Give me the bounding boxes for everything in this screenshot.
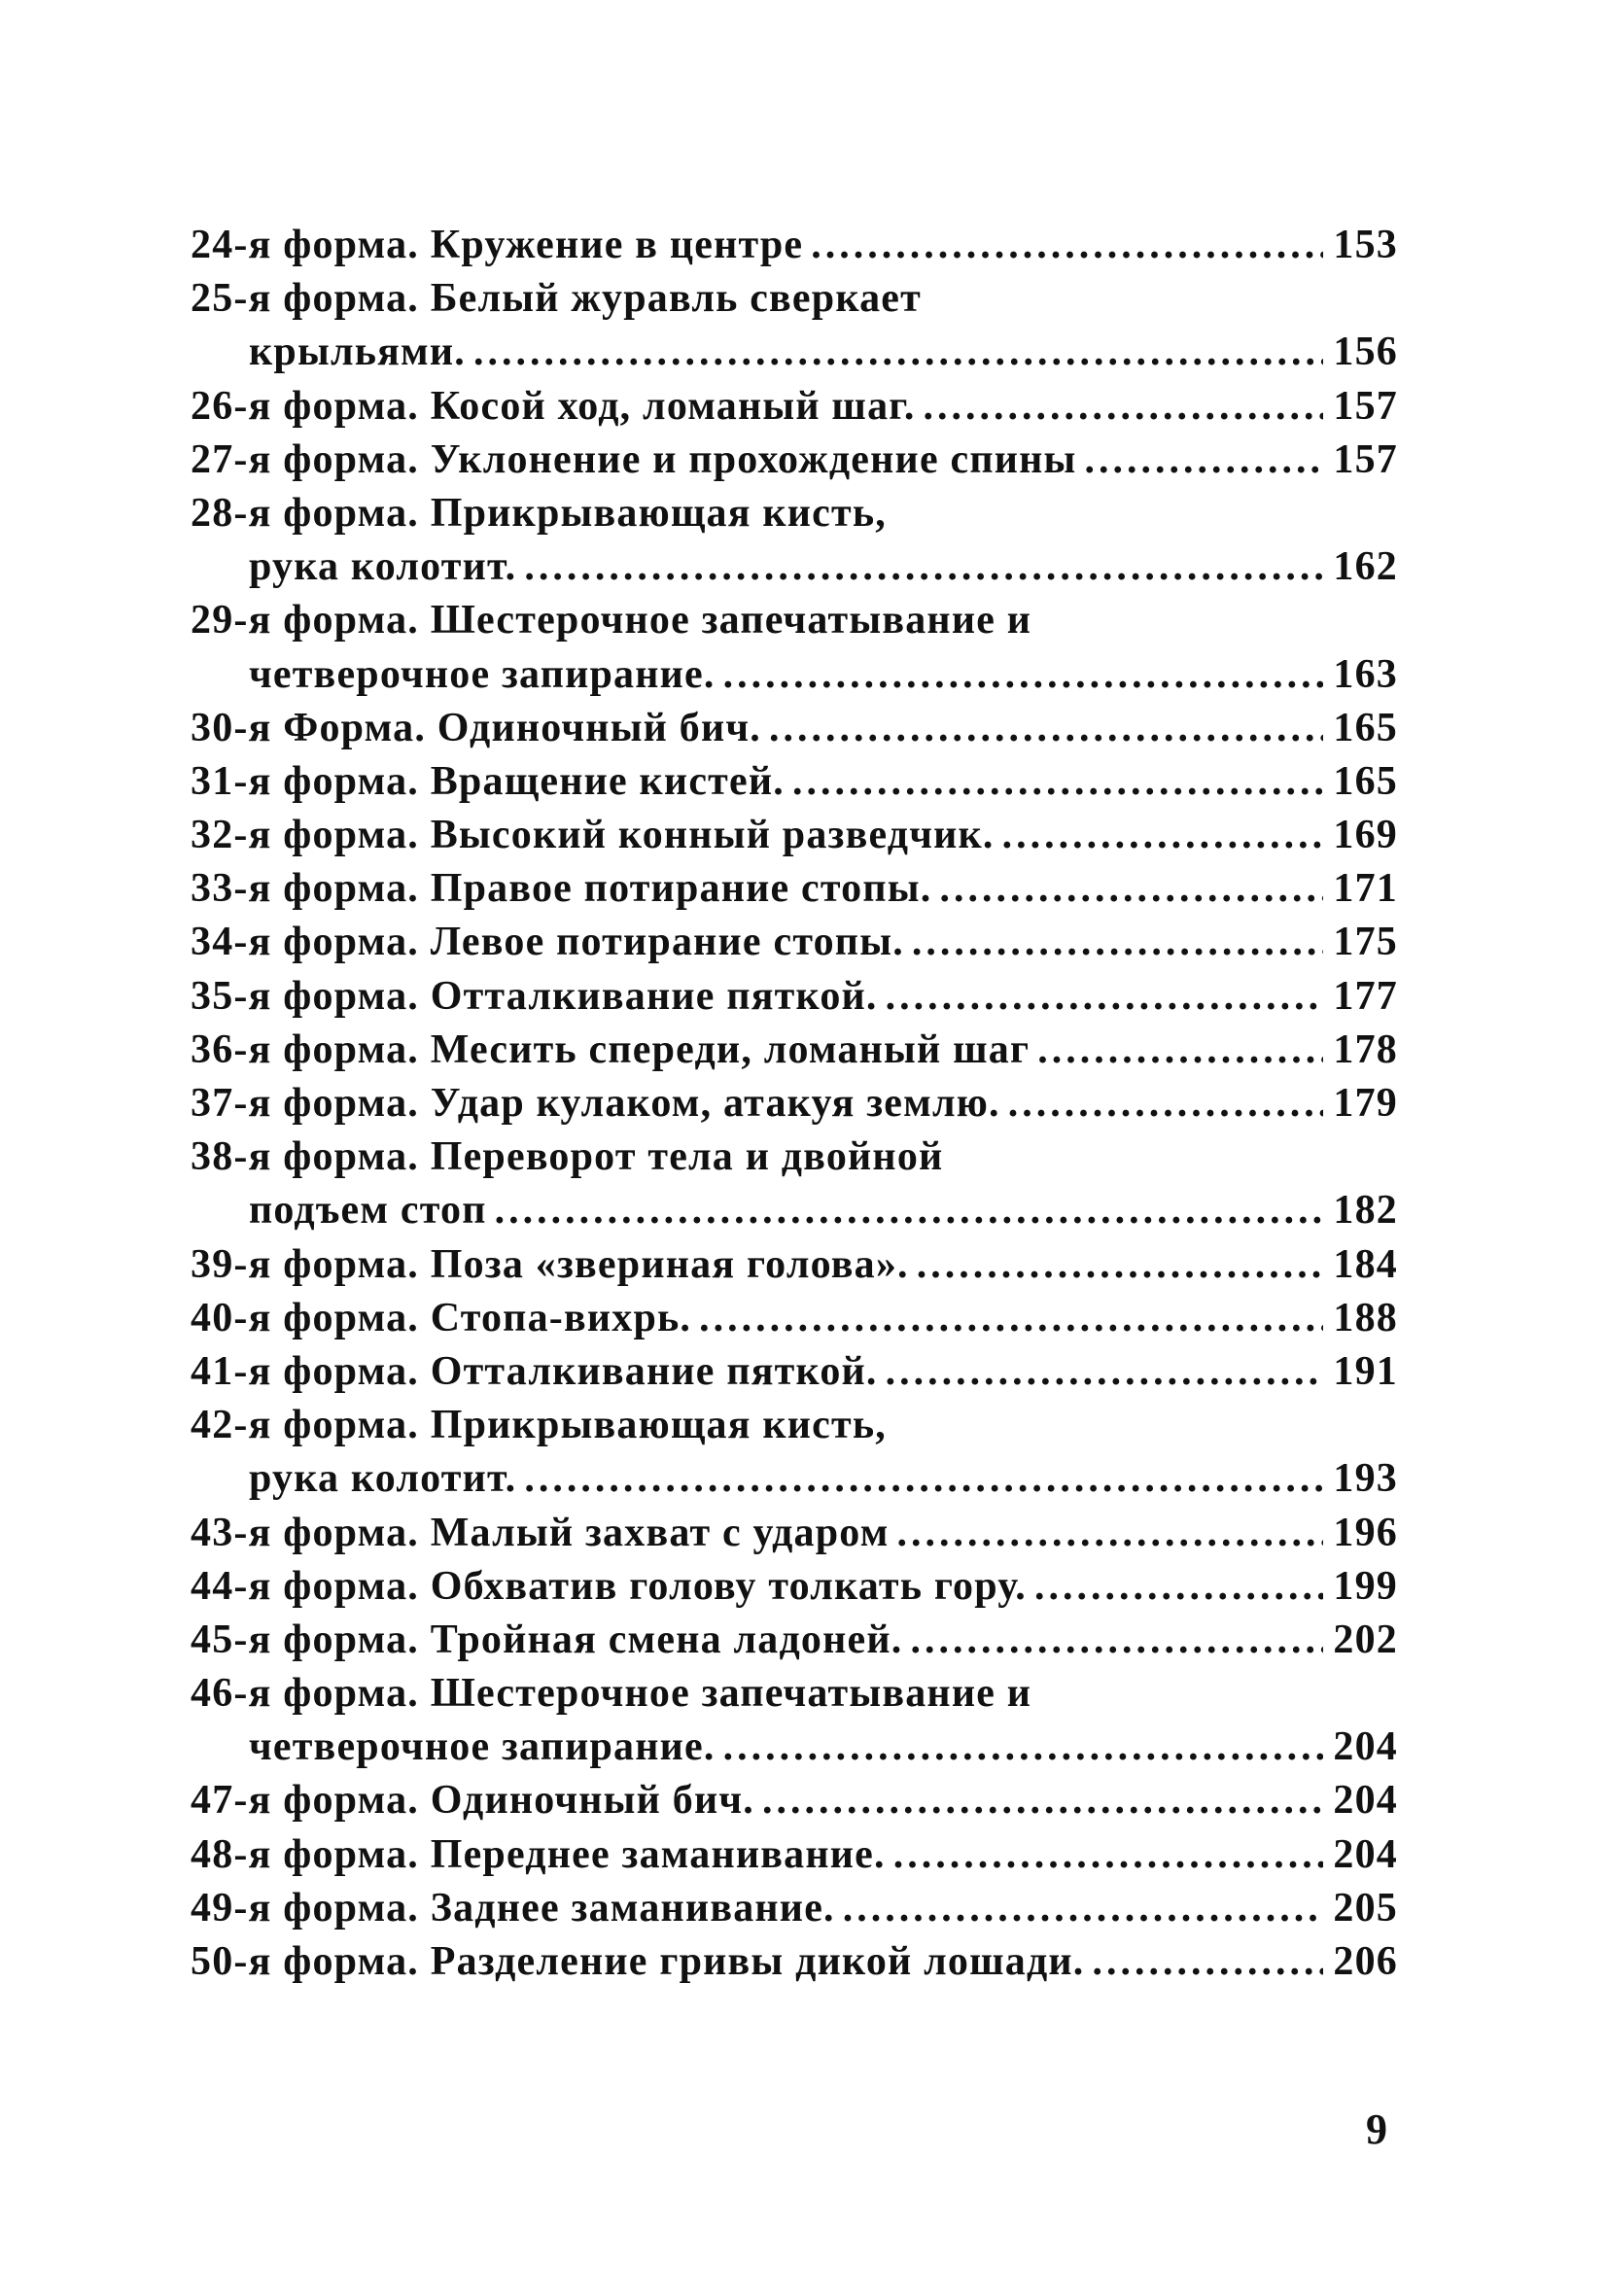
dot-leader — [524, 1452, 1323, 1506]
form-title: Удар кулаком, атакуя землю. — [430, 1081, 1000, 1126]
toc-entry-line — [191, 1399, 1398, 1452]
dot-leader — [910, 1614, 1323, 1667]
form-title: Шестерочное запечатывание и — [430, 1671, 1032, 1717]
page-ref: 165 — [1333, 758, 1398, 804]
toc-entry-continuation — [191, 1452, 1398, 1506]
dot-leader — [1034, 1560, 1323, 1614]
form-label: 48-я форма. — [191, 1831, 420, 1877]
dot-leader — [886, 1345, 1324, 1399]
form-title: Левое потирание стопы. — [430, 920, 904, 965]
page-ref: 165 — [1333, 705, 1398, 750]
toc-entry — [191, 1238, 1398, 1292]
toc-entry — [191, 434, 1398, 487]
toc-entry-line — [191, 380, 1398, 434]
dot-leader — [769, 702, 1323, 755]
entry-text — [191, 1238, 909, 1292]
entry-text — [191, 1560, 1027, 1614]
toc-entry-line — [191, 1560, 1398, 1614]
toc-entry-line — [191, 1077, 1398, 1131]
form-label: 27-я форма. — [191, 436, 420, 482]
page-ref: 182 — [1333, 1188, 1398, 1234]
toc-entry — [191, 1560, 1398, 1614]
toc-entry-continuation — [191, 1721, 1398, 1774]
toc-entry-line — [191, 594, 1398, 647]
toc-entry — [191, 1345, 1398, 1399]
page-ref: 199 — [1333, 1563, 1398, 1609]
entry-text — [191, 702, 761, 755]
toc-entry — [191, 916, 1398, 969]
toc-entry-line — [191, 487, 1398, 540]
form-label: 34-я форма. — [191, 920, 420, 965]
entry-text — [191, 1131, 943, 1184]
dot-leader — [912, 916, 1324, 969]
toc-entry-line — [191, 1131, 1398, 1184]
form-label: 43-я форма. — [191, 1510, 420, 1555]
form-label: 49-я форма. — [191, 1885, 420, 1931]
page-ref: 157 — [1333, 436, 1398, 482]
form-label: 37-я форма. — [191, 1081, 420, 1126]
toc-entry-line — [191, 916, 1398, 969]
form-title: Разделение гривы дикой лошади. — [430, 1939, 1085, 1984]
toc-entry-line — [191, 272, 1398, 326]
toc-entry — [191, 1077, 1398, 1131]
form-title: Уклонение и прохождение спины — [430, 436, 1077, 482]
dot-leader — [924, 380, 1324, 434]
entry-text — [191, 1077, 1000, 1131]
page-ref: 156 — [1333, 330, 1398, 375]
toc-entry-line — [191, 702, 1398, 755]
dot-leader — [1093, 1935, 1324, 1989]
dot-leader — [792, 755, 1323, 809]
toc-entry — [191, 1774, 1398, 1827]
form-label: 26-я форма. — [191, 383, 420, 429]
entry-text — [191, 1024, 1030, 1077]
toc-entry-line — [191, 1345, 1398, 1399]
form-title: Поза «звериная голова». — [430, 1241, 909, 1287]
entry-text — [249, 326, 466, 379]
toc-entry-continuation — [191, 648, 1398, 702]
page-ref: 171 — [1333, 866, 1398, 912]
toc-entry — [191, 970, 1398, 1024]
form-label: 38-я форма. — [191, 1134, 420, 1180]
form-label: 42-я форма. — [191, 1403, 420, 1448]
toc-entry — [191, 1399, 1398, 1506]
toc-entry-line — [191, 1024, 1398, 1077]
page-ref: 157 — [1333, 383, 1398, 429]
dot-leader — [699, 1292, 1323, 1345]
toc-entry — [191, 1131, 1398, 1237]
form-title: рука колотит. — [249, 1456, 517, 1502]
entry-text — [191, 594, 1031, 647]
form-label: 40-я форма. — [191, 1295, 420, 1340]
entry-text — [249, 540, 516, 594]
dot-leader — [473, 326, 1323, 379]
form-title: Отталкивание пяткой. — [430, 973, 878, 1019]
form-label: 31-я форма. — [191, 758, 420, 804]
form-label: 35-я форма. — [191, 973, 420, 1019]
form-title: Одиночный бич. — [437, 705, 761, 750]
page-number: 9 — [1366, 2105, 1387, 2153]
form-label: 32-я форма. — [191, 813, 420, 858]
toc-entry — [191, 380, 1398, 434]
toc-entry — [191, 1024, 1398, 1077]
form-title: рука колотит. — [249, 544, 517, 590]
form-title: Прикрывающая кисть, — [430, 1403, 887, 1448]
form-label: 47-я форма. — [191, 1778, 420, 1824]
entry-text — [191, 434, 1077, 487]
dot-leader — [1002, 809, 1324, 862]
dot-leader — [723, 648, 1324, 702]
form-label: 41-я форма. — [191, 1348, 420, 1394]
form-title: четверочное запирание. — [249, 1724, 716, 1770]
entry-text — [191, 1292, 691, 1345]
form-title: Переворот тела и двойной — [430, 1134, 944, 1180]
entry-text — [191, 1935, 1085, 1989]
page-ref: 162 — [1333, 544, 1398, 590]
page-ref: 169 — [1333, 813, 1398, 858]
toc-entry — [191, 1935, 1398, 1989]
page-ref: 202 — [1333, 1617, 1398, 1662]
page-ref: 206 — [1333, 1939, 1398, 1984]
dot-leader — [843, 1882, 1324, 1935]
toc-entry — [191, 1292, 1398, 1345]
toc-entry — [191, 594, 1398, 701]
toc-entry-line — [191, 755, 1398, 809]
dot-leader — [723, 1721, 1324, 1774]
dot-leader — [524, 540, 1323, 594]
form-label: 36-я форма. — [191, 1026, 420, 1072]
form-title: Отталкивание пяткой. — [430, 1348, 878, 1394]
entry-text — [191, 1507, 890, 1560]
page-ref: 196 — [1333, 1510, 1398, 1555]
page-ref: 193 — [1333, 1456, 1398, 1502]
dot-leader — [939, 862, 1323, 916]
form-title: Правое потирание стопы. — [430, 866, 932, 912]
page-ref: 153 — [1333, 223, 1398, 267]
form-label: 24-я форма. — [191, 223, 420, 267]
page-ref: 184 — [1333, 1241, 1398, 1287]
toc-entry — [191, 1614, 1398, 1667]
form-title: Высокий конный разведчик. — [430, 813, 995, 858]
form-title: Обхватив голову толкать гору. — [430, 1563, 1027, 1609]
toc-entry-line — [191, 1507, 1398, 1560]
dot-leader — [1037, 1024, 1323, 1077]
toc-entry — [191, 219, 1398, 272]
form-label: 25-я форма. — [191, 276, 420, 322]
toc-entry-line — [191, 434, 1398, 487]
page-ref: 163 — [1333, 651, 1398, 697]
entry-text — [191, 1614, 902, 1667]
entry-text — [191, 219, 803, 272]
page-ref: 205 — [1333, 1885, 1398, 1931]
toc-entry-line — [191, 809, 1398, 862]
entry-text — [191, 755, 785, 809]
toc-entry-continuation — [191, 540, 1398, 594]
form-title: Прикрывающая кисть, — [430, 490, 887, 536]
form-title: Месить спереди, ломаный шаг — [430, 1026, 1031, 1072]
toc-entry — [191, 1667, 1398, 1774]
dot-leader — [893, 1828, 1324, 1882]
dot-leader — [762, 1774, 1323, 1827]
toc-entry — [191, 1507, 1398, 1560]
form-label: 29-я форма. — [191, 598, 420, 644]
toc-entry-line — [191, 1828, 1398, 1882]
dot-leader — [917, 1238, 1324, 1292]
entry-text — [191, 1828, 886, 1882]
form-title: подъем стоп — [249, 1188, 487, 1234]
form-label: 39-я форма. — [191, 1241, 420, 1287]
entry-text — [249, 648, 716, 702]
form-label: 50-я форма. — [191, 1939, 420, 1984]
entry-text — [191, 1774, 754, 1827]
toc-entry — [191, 487, 1398, 594]
entry-text — [191, 487, 887, 540]
page-ref: 188 — [1333, 1295, 1398, 1340]
page-ref: 204 — [1333, 1724, 1398, 1770]
entry-text — [191, 272, 922, 326]
form-label: 46-я форма. — [191, 1671, 420, 1717]
entry-text — [191, 380, 916, 434]
form-title: Тройная смена ладоней. — [430, 1617, 903, 1662]
toc-entry-line — [191, 1238, 1398, 1292]
page-ref: 204 — [1333, 1778, 1398, 1824]
form-title: крыльями. — [249, 330, 466, 375]
form-label: 30-я Форма. — [191, 705, 427, 750]
form-title: Одиночный бич. — [430, 1778, 754, 1824]
table-of-contents — [191, 219, 1398, 1989]
toc-entry — [191, 1882, 1398, 1935]
form-title: четверочное запирание. — [249, 651, 716, 697]
entry-text — [249, 1184, 487, 1237]
toc-entry-line — [191, 1882, 1398, 1935]
entry-text — [191, 809, 995, 862]
toc-entry-line — [191, 1667, 1398, 1721]
form-title: Кружение в центре — [430, 223, 804, 267]
entry-text — [191, 1345, 878, 1399]
toc-entry-line — [191, 1292, 1398, 1345]
form-title: Стопа-вихрь. — [430, 1295, 692, 1340]
entry-text — [191, 1882, 835, 1935]
entry-text — [191, 1399, 887, 1452]
entry-text — [249, 1721, 716, 1774]
page-ref: 178 — [1333, 1026, 1398, 1072]
toc-entry-continuation — [191, 1184, 1398, 1237]
page-ref: 179 — [1333, 1081, 1398, 1126]
page-ref: 191 — [1333, 1348, 1398, 1394]
toc-entry-line — [191, 1774, 1398, 1827]
dot-leader — [811, 219, 1323, 272]
dot-leader — [495, 1184, 1324, 1237]
toc-entry-line — [191, 862, 1398, 916]
form-title: Вращение кистей. — [430, 758, 785, 804]
form-label: 28-я форма. — [191, 490, 420, 536]
form-title: Белый журавль сверкает — [430, 276, 922, 322]
form-title: Шестерочное запечатывание и — [430, 598, 1032, 644]
form-label: 45-я форма. — [191, 1617, 420, 1662]
dot-leader — [1085, 434, 1324, 487]
toc-entry-line — [191, 1614, 1398, 1667]
toc-entry — [191, 272, 1398, 379]
entry-text — [191, 1667, 1031, 1721]
entry-text — [191, 970, 878, 1024]
form-label: 33-я форма. — [191, 866, 420, 912]
page-ref: 175 — [1333, 920, 1398, 965]
form-title: Переднее заманивание. — [430, 1831, 886, 1877]
dot-leader — [1008, 1077, 1324, 1131]
page-ref: 204 — [1333, 1831, 1398, 1877]
entry-text — [191, 862, 931, 916]
entry-text — [249, 1452, 516, 1506]
entry-text — [191, 916, 904, 969]
toc-entry — [191, 809, 1398, 862]
form-label: 44-я форма. — [191, 1563, 420, 1609]
toc-entry — [191, 755, 1398, 809]
dot-leader — [886, 970, 1324, 1024]
dot-leader — [897, 1507, 1324, 1560]
form-title: Косой ход, ломаный шаг. — [430, 383, 916, 429]
page-ref: 177 — [1333, 973, 1398, 1019]
toc-entry-line — [191, 219, 1398, 272]
toc-entry — [191, 1828, 1398, 1882]
form-title: Малый захват с ударом — [430, 1510, 890, 1555]
toc-entry-line — [191, 970, 1398, 1024]
toc-entry-line — [191, 1935, 1398, 1989]
toc-entry — [191, 862, 1398, 916]
toc-entry — [191, 702, 1398, 755]
form-title: Заднее заманивание. — [430, 1885, 835, 1931]
toc-entry-continuation — [191, 326, 1398, 379]
